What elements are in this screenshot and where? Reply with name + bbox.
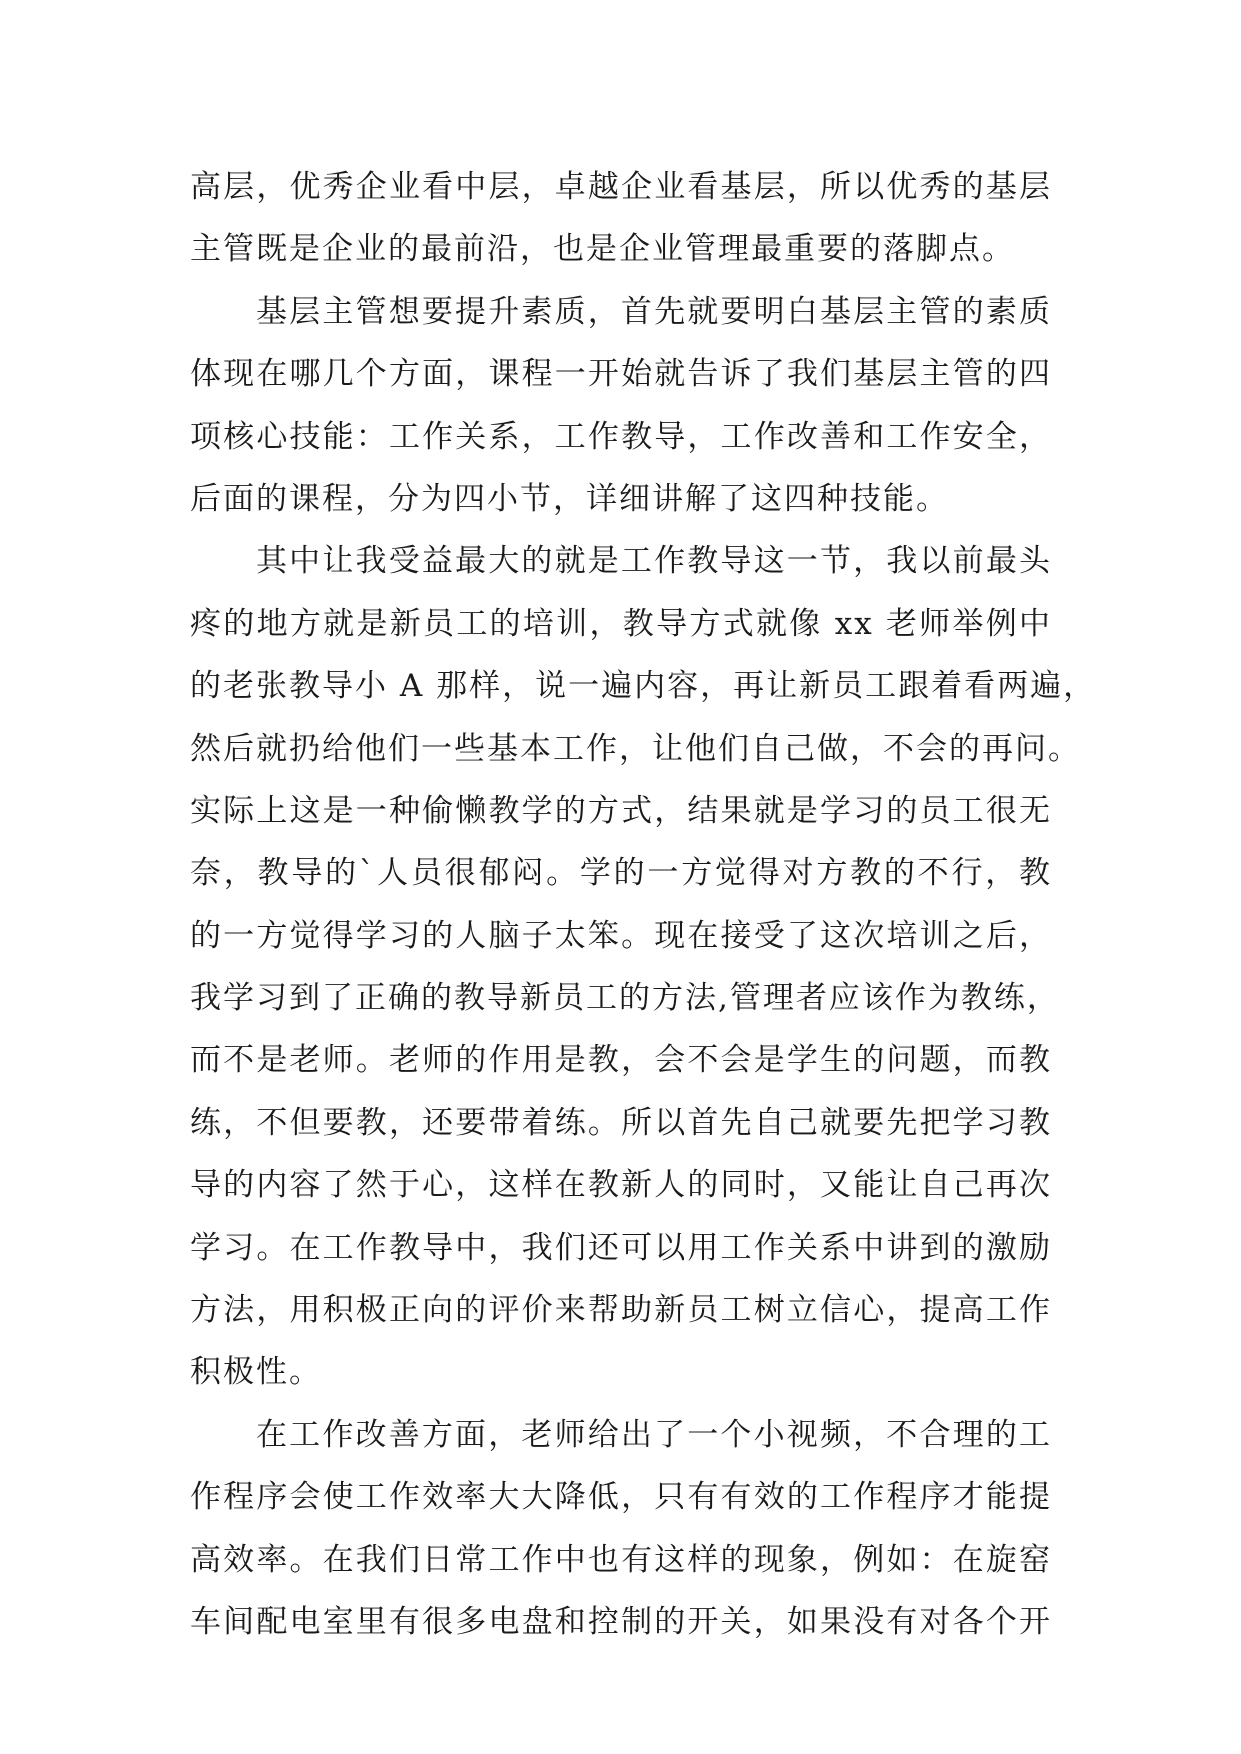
text-line: 而不是老师。老师的作用是教，会不会是学生的问题，而教 [190, 1042, 1052, 1079]
text-line: 的老张教导小 A 那样，说一遍内容，再让新员工跟着看两遍， [190, 668, 1097, 705]
paragraph-first-line: 在工作改善方面，老师给出了一个小视频，不合理的工 [256, 1416, 1052, 1453]
text-line: 奈，教导的`人员很郁闷。学的一方觉得对方教的不行，教 [190, 855, 1052, 892]
paragraph-first-line: 基层主管想要提升素质，首先就要明白基层主管的素质 [256, 293, 1052, 330]
text-line: 学习。在工作教导中，我们还可以用工作关系中讲到的激励 [190, 1229, 1052, 1266]
text-line: 然后就扔给他们一些基本工作，让他们自己做，不会的再问。 [190, 730, 1081, 767]
text-line: 车间配电室里有很多电盘和控制的开关，如果没有对各个开 [190, 1603, 1052, 1640]
text-line: 我学习到了正确的教导新员工的方法,管理者应该作为教练， [190, 980, 1060, 1017]
text-line: 主管既是企业的最前沿，也是企业管理最重要的落脚点。 [190, 231, 1015, 268]
text-line: 项核心技能：工作关系，工作教导，工作改善和工作安全， [190, 418, 1052, 455]
text-line: 导的内容了然于心，这样在教新人的同时，又能让自己再次 [190, 1167, 1052, 1204]
text-line: 体现在哪几个方面，课程一开始就告诉了我们基层主管的四 [190, 356, 1052, 393]
text-line: 高效率。在我们日常工作中也有这样的现象，例如：在旋窑 [190, 1541, 1052, 1578]
body-text [190, 156, 1097, 1653]
text-line: 的一方觉得学习的人脑子太笨。现在接受了这次培训之后， [190, 917, 1052, 954]
text-line: 高层，优秀企业看中层，卓越企业看基层，所以优秀的基层 [190, 169, 1052, 205]
paragraph-first-line: 其中让我受益最大的就是工作教导这一节，我以前最头 [256, 543, 1052, 580]
text-line: 实际上这是一种偷懒教学的方式，结果就是学习的员工很无 [190, 792, 1052, 829]
text-line: 作程序会使工作效率大大降低，只有有效的工作程序才能提 [190, 1479, 1052, 1516]
text-line: 疼的地方就是新员工的培训，教导方式就像 xx 老师举例中 [190, 605, 1052, 642]
text-line: 练，不但要教，还要带着练。所以首先自己就要先把学习教 [190, 1104, 1052, 1141]
text-line: 积极性。 [190, 1354, 322, 1391]
text-line: 方法，用积极正向的评价来帮助新员工树立信心，提高工作 [190, 1292, 1052, 1329]
text-line: 后面的课程，分为四小节，详细讲解了这四种技能。 [190, 480, 949, 517]
